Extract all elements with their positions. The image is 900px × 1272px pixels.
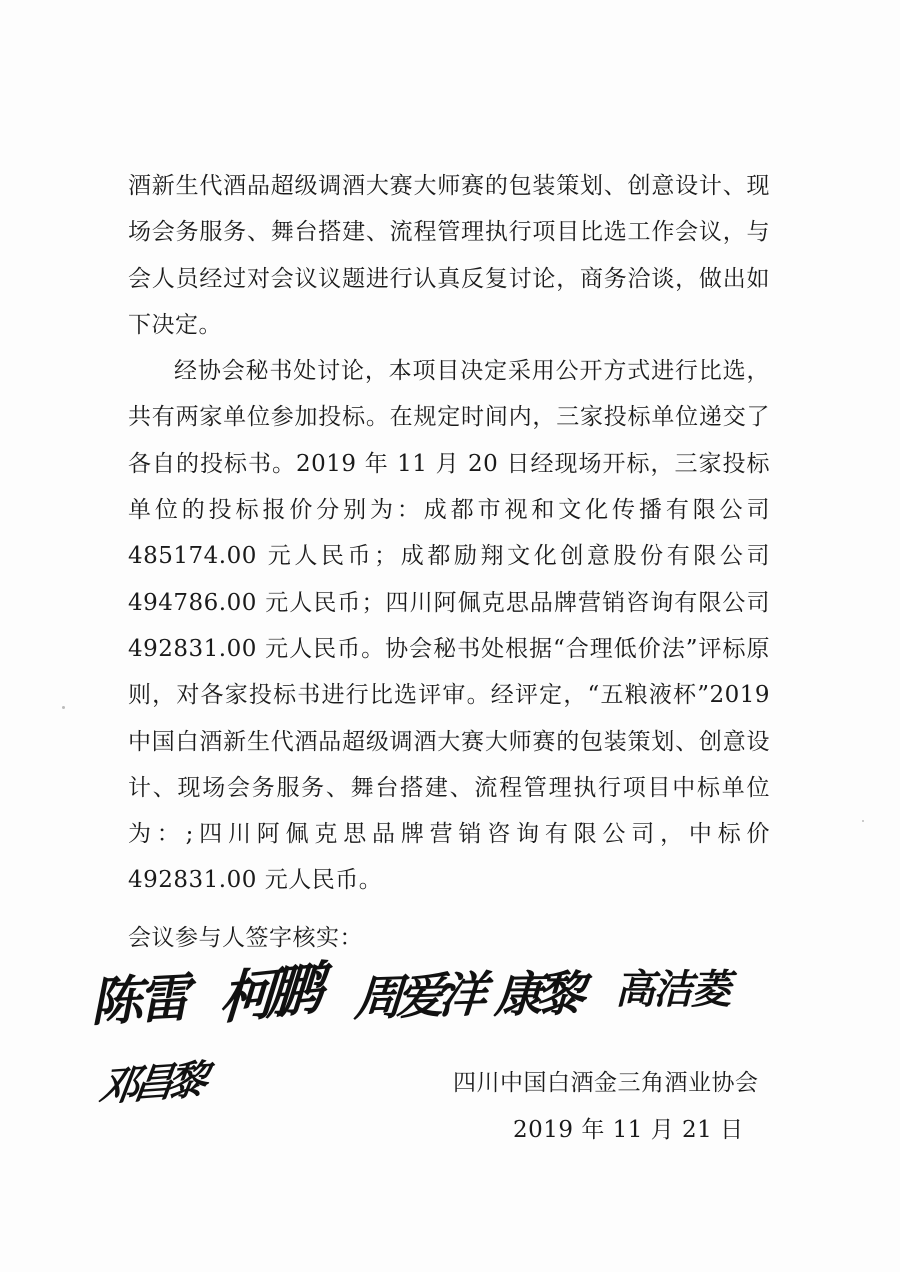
document-body <box>128 163 770 904</box>
handwritten-signature: 康黎 <box>493 966 581 1024</box>
scan-speck <box>62 706 65 709</box>
signature-label: 会议参与人签字核实： <box>128 925 363 951</box>
document-date: 2019 年 11 月 21 日 <box>513 1117 744 1143</box>
paragraph-continuation: 酒新生代酒品超级调酒大赛大师赛的包装策划、创意设计、现场会务服务、舞台搭建、流程管理执行项目比选工作会议，与会人员经过对会议议题进行认真反复讨论，商务洽谈，做出如下决定。 <box>128 173 770 338</box>
scan-speck <box>862 820 864 822</box>
handwritten-signature: 陈雷 <box>88 967 188 1034</box>
paragraph-decision: 经协会秘书处讨论，本项目决定采用公开方式进行比选，共有两家单位参加投标。在规定时间内，三家投标单位递交了各自的投标书。2019 年 11 月 20 日经现场开标，三家投标单位的投标报价分别为：成都市视和文化传播有限公司 485174.00 元人民币；成都励翔文化创意股份有限公司 494786.00 元人民币；四川阿佩克思品牌营销咨询有限公司 492831.00 元人民币。协会秘书处根据“合理低价法”评标原则，对各家投标书进行比选评审。经评定，“五粮液杯”2019 中国白酒新生代酒品超级调酒大赛大师赛的包装策划、创意设计、现场会务服务、舞台搭建、流程管理执行项目中标单位为：;四川阿佩克思品牌营销咨询有限公司，中标价 492831.00 元人民币。 <box>128 358 770 894</box>
handwritten-signature: 邓昌黎 <box>96 1056 205 1111</box>
handwritten-signature: 柯鹏 <box>217 955 318 1033</box>
issuing-organization: 四川中国白酒金三角酒业协会 <box>453 1070 759 1096</box>
handwritten-signature: 周爱洋 <box>352 966 483 1028</box>
handwritten-signature: 高洁菱 <box>615 966 729 1013</box>
